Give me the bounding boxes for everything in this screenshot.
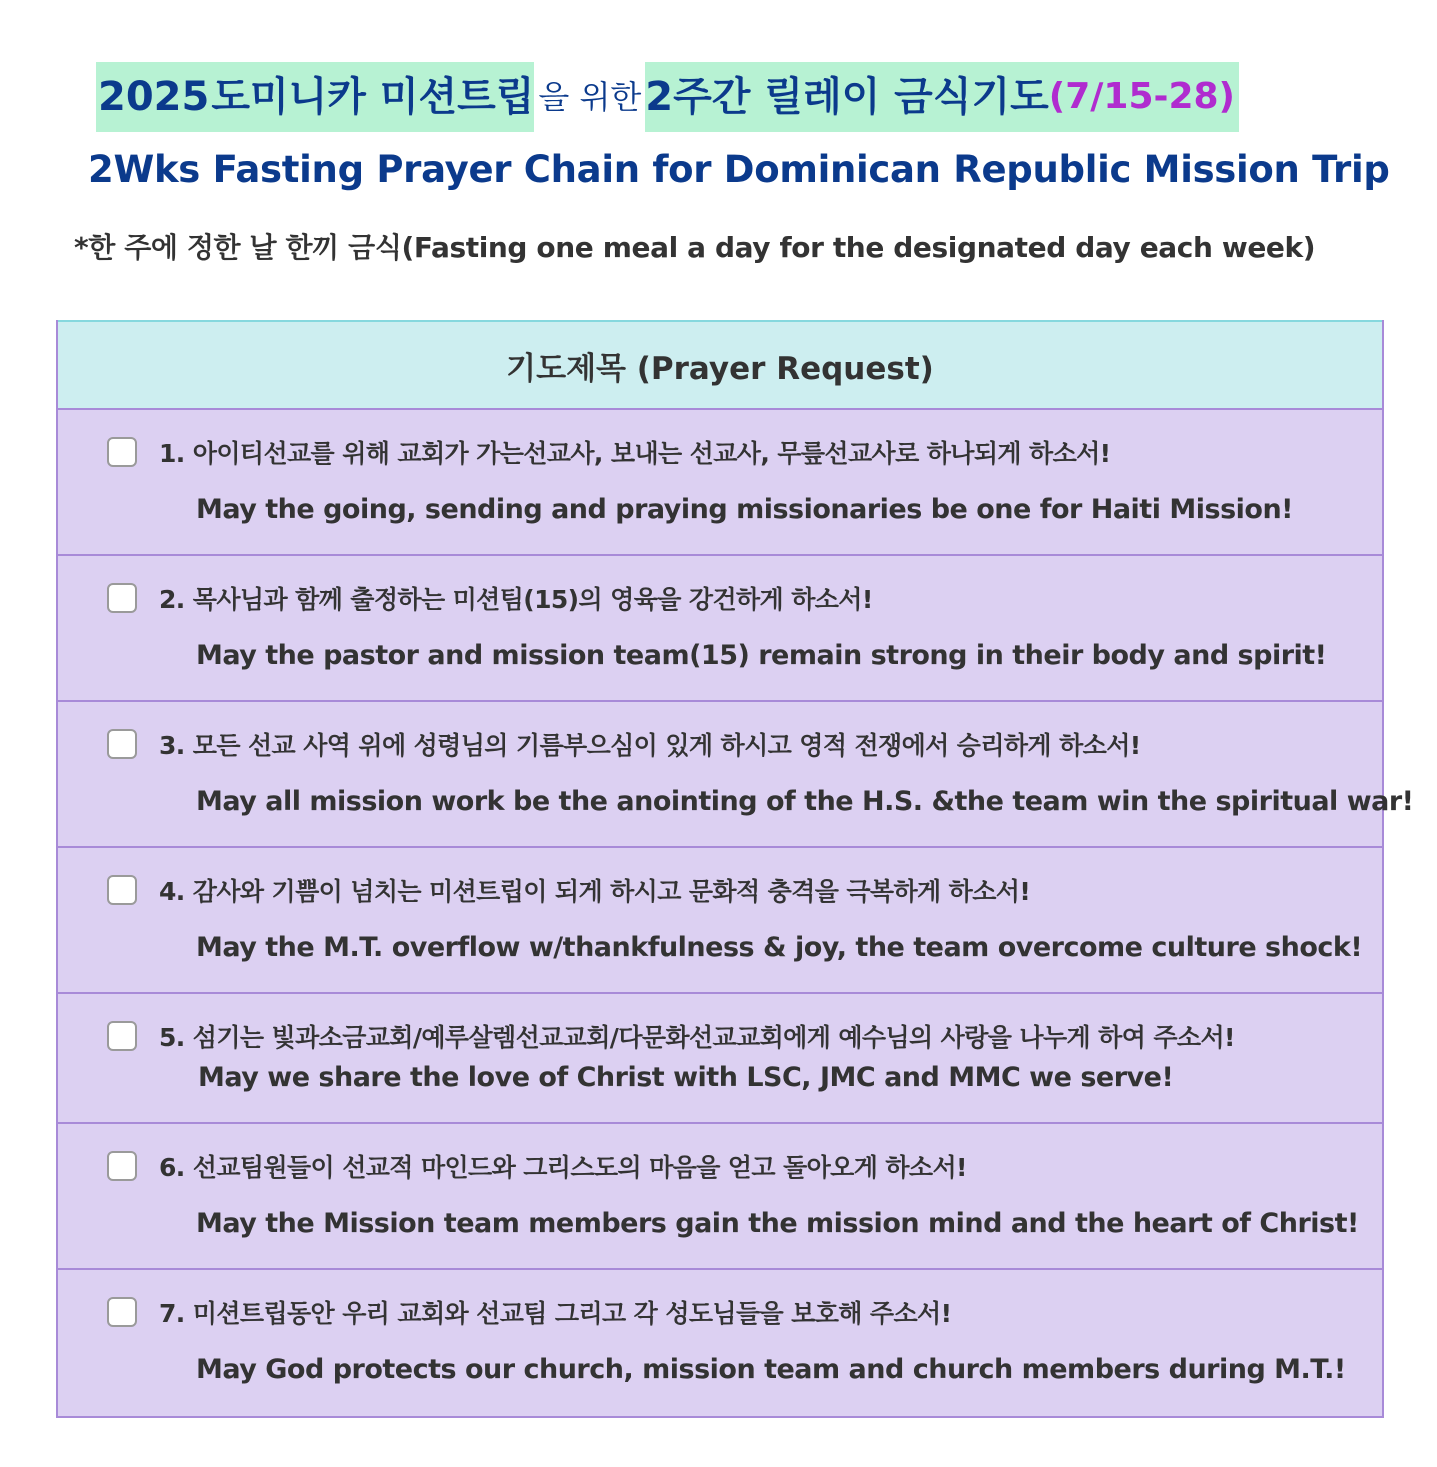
prayer-english: May the pastor and mission team(15) remain strong in their body and spirit! [196, 640, 1327, 671]
prayer-row [58, 410, 1382, 556]
prayer-row [58, 556, 1382, 702]
title-year: 2025 [96, 62, 211, 132]
prayer-checkbox[interactable] [107, 437, 137, 467]
prayer-english: May the Mission team members gain the mission mind and the heart of Christ! [196, 1208, 1359, 1239]
prayer-korean: 1. 아이티선교를 위해 교회가 가는선교사, 보내는 선교사, 무릎선교사로 하나되게 하소서! [159, 439, 1111, 468]
prayer-english: May all mission work be the anointing of the H.S. &the team win the spiritual war! [196, 786, 1414, 817]
prayer-english: May the M.T. overflow w/thankfulness & joy, the team overcome culture shock! [196, 932, 1363, 963]
prayer-row [58, 1124, 1382, 1270]
page-subtitle: 2Wks Fasting Prayer Chain for Dominican Republic Mission Trip [88, 148, 1390, 191]
prayer-checkbox[interactable] [107, 583, 137, 613]
prayer-english: May God protects our church, mission team and church members during M.T.! [196, 1354, 1346, 1385]
prayer-row [58, 994, 1382, 1124]
prayer-english: May the going, sending and praying missionaries be one for Haiti Mission! [196, 494, 1293, 525]
table-header: 기도제목 (Prayer Request) [58, 320, 1382, 410]
prayer-checkbox[interactable] [107, 875, 137, 905]
prayer-checkbox[interactable] [107, 1151, 137, 1181]
title-trip: 도미니카 미션트립 [211, 62, 534, 132]
prayer-english: May we share the love of Christ with LSC, JMC and MMC we serve! [198, 1062, 1174, 1093]
title-relay: 2주간 릴레이 금식기도 [645, 62, 1048, 132]
page-title [96, 62, 1239, 132]
prayer-korean: 4. 감사와 기쁨이 넘치는 미션트립이 되게 하시고 문화적 충격을 극복하게 하소서! [159, 877, 1031, 906]
title-connector: 을 위한 [534, 62, 645, 132]
prayer-korean: 6. 선교팀원들이 선교적 마인드와 그리스도의 마음을 얻고 돌아오게 하소서! [159, 1153, 967, 1182]
prayer-row [58, 702, 1414, 848]
prayer-korean: 3. 모든 선교 사역 위에 성령님의 기름부으심이 있게 하시고 영적 전쟁에서 승리하게 하소서! [159, 731, 1141, 760]
prayer-row [58, 848, 1382, 994]
prayer-korean: 2. 목사님과 함께 출정하는 미션팀(15)의 영육을 강건하게 하소서! [159, 585, 873, 614]
prayer-korean: 5. 섬기는 빛과소금교회/예루살렘선교교회/다문화선교교회에게 예수님의 사랑을 나누게 하여 주소서! [159, 1023, 1235, 1052]
prayer-request-table [56, 320, 1414, 1418]
prayer-korean: 7. 미션트립동안 우리 교회와 선교팀 그리고 각 성도님들을 보호해 주소서! [159, 1299, 952, 1328]
prayer-row [58, 1270, 1382, 1416]
title-dates: (7/15-28) [1049, 62, 1239, 132]
fasting-note: *한 주에 정한 날 한끼 금식(Fasting one meal a day for the designated day each week) [74, 231, 1316, 264]
prayer-checkbox[interactable] [107, 1021, 137, 1051]
prayer-checkbox[interactable] [107, 1297, 137, 1327]
prayer-checkbox[interactable] [107, 729, 137, 759]
